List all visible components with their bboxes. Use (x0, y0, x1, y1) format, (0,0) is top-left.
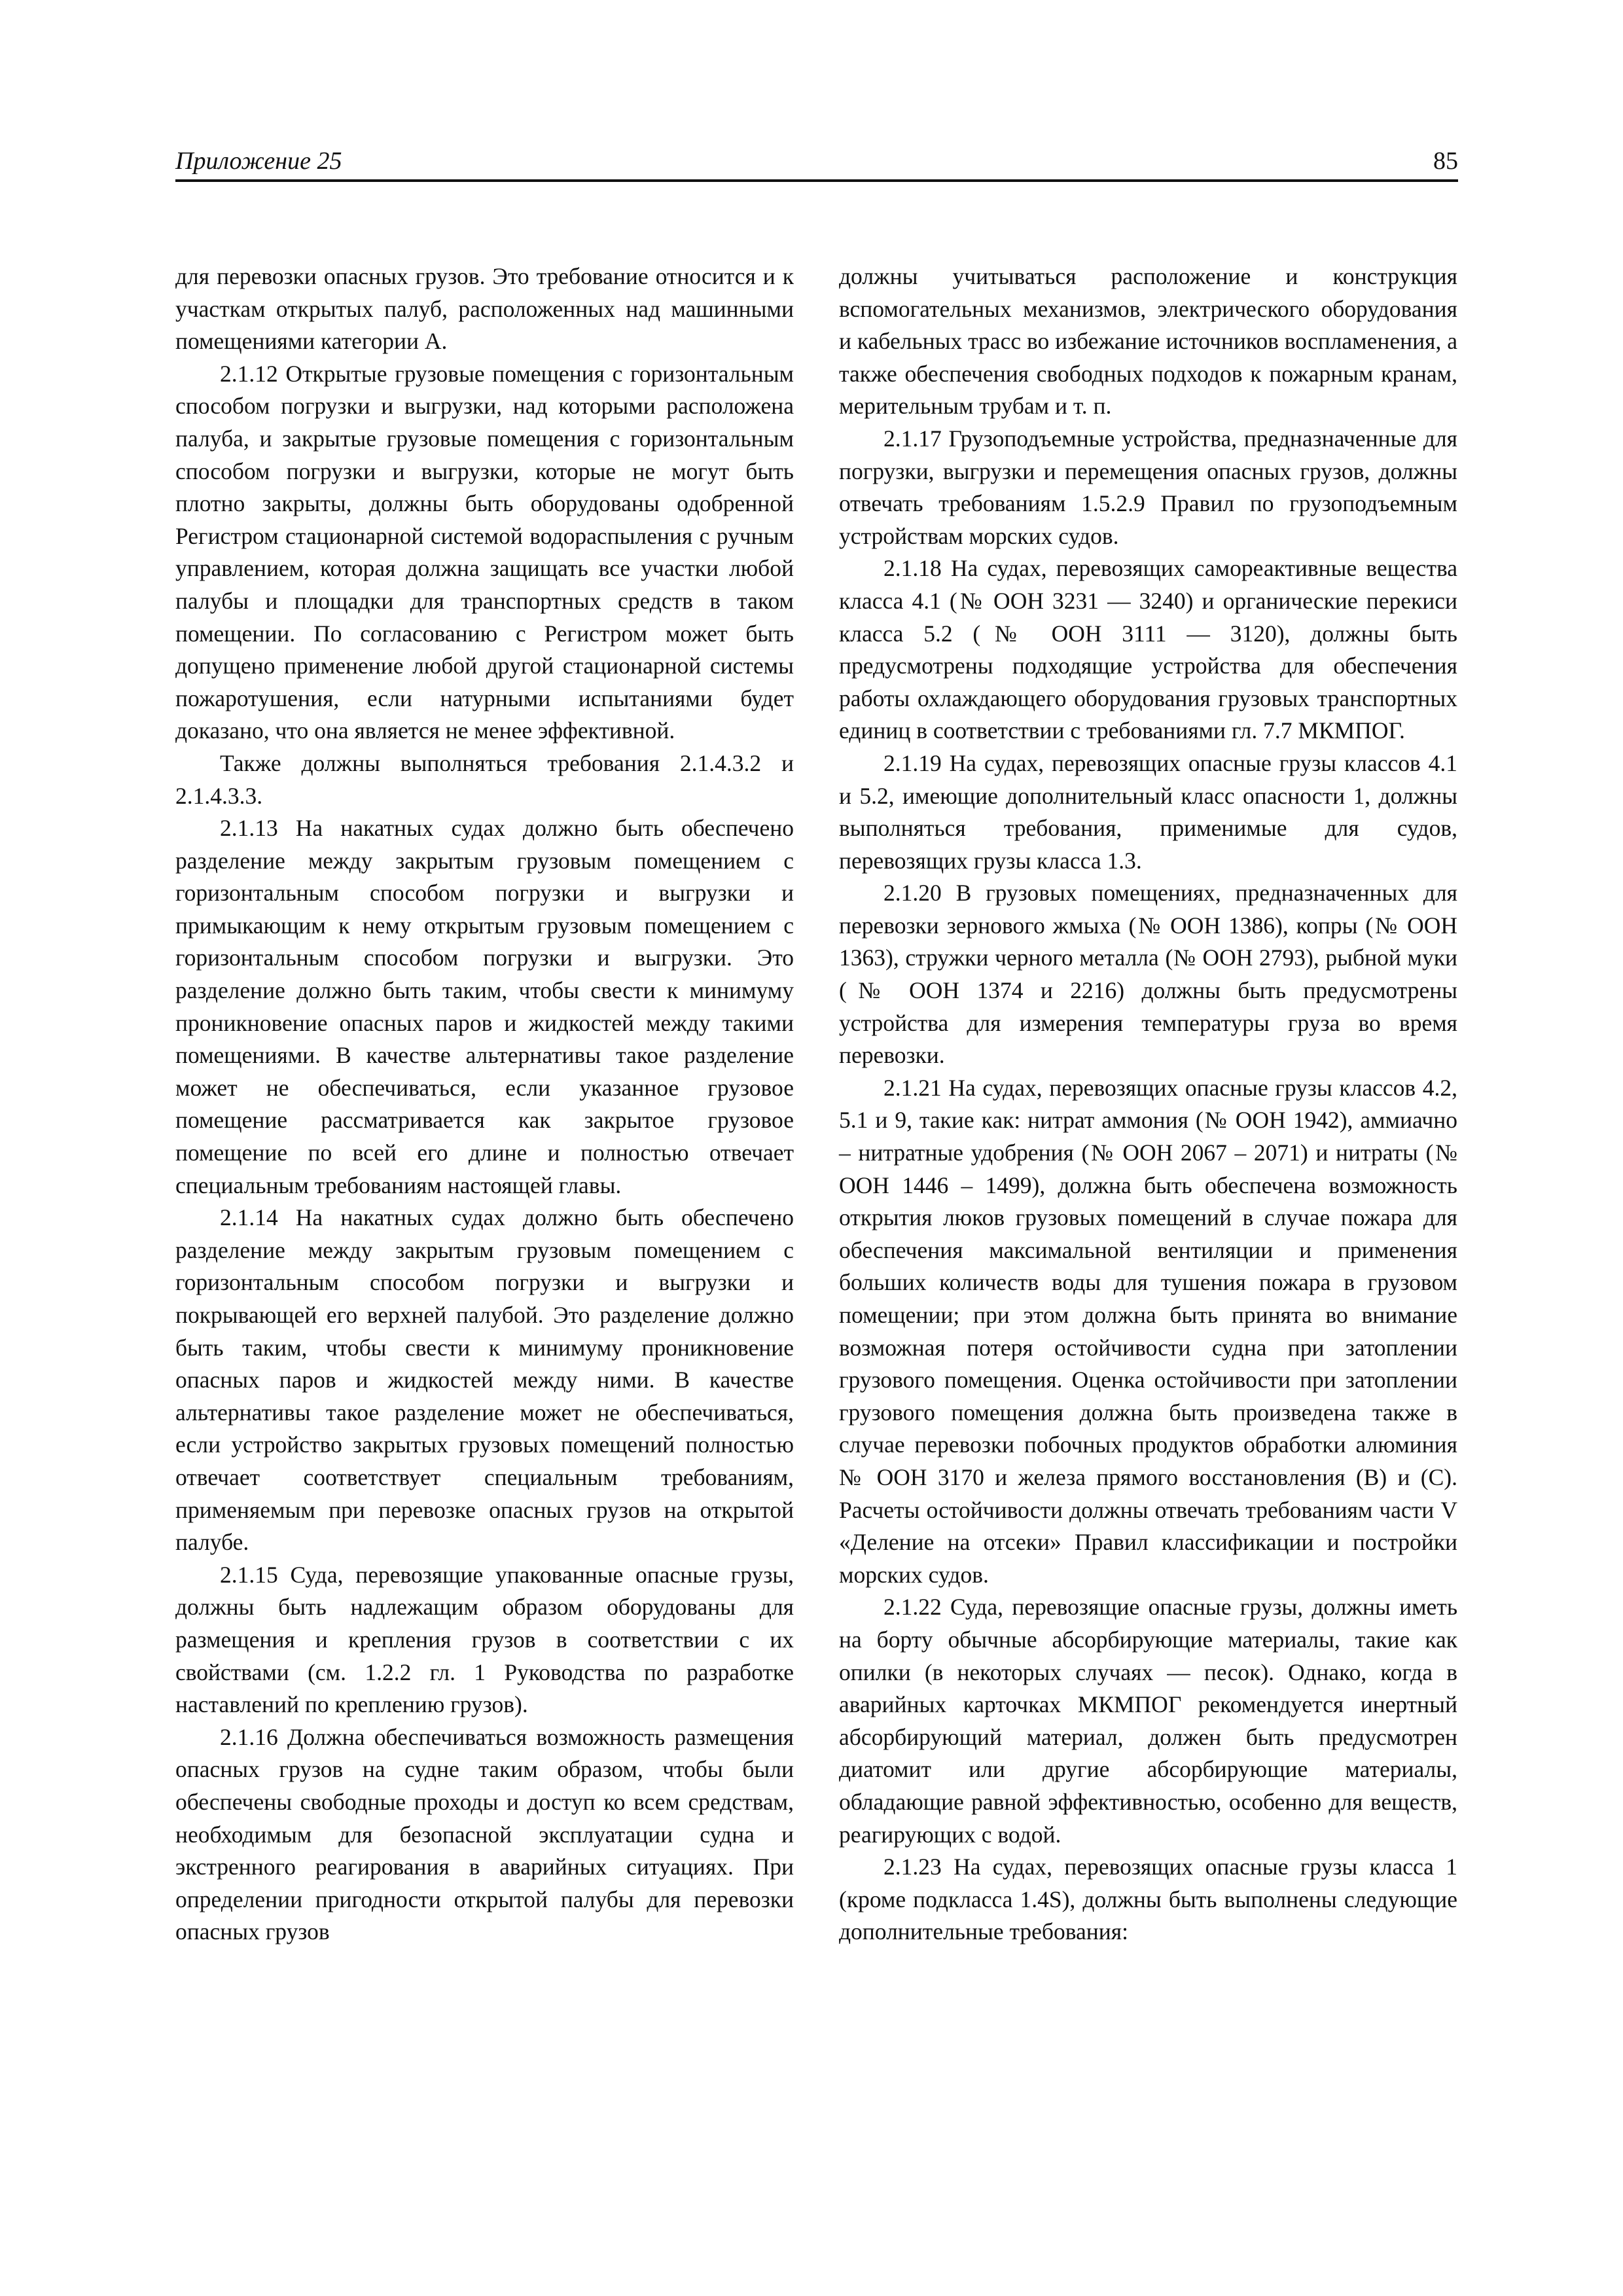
paragraph-text: Должна обеспечиваться возможность размещения опасных грузов на судне таким образом, чтобы были обеспечены свободные проходы и доступ ко всем средствам, необходимым для безопасной эксплуатации судна и экстренного реагирования в аварийных ситуациях. При определении пригодности открытой палубы для перевозки опасных грузов (175, 1723, 794, 1945)
paragraph-text: Суда, перевозящие опасные грузы, должны иметь на борту обычные абсорбирующие материалы, такие как опилки (в некоторых случаях — песок). Однако, когда в аварийных карточках МКМПОГ рекомендуется инертный абсорбирующий материал, должен быть предусмотрен диатомит или другие абсорбирующие материалы, обладающие равной эффективностью, особенно для веществ, реагирующих с водой. (839, 1594, 1458, 1848)
right-column (839, 260, 1457, 1948)
section-number: 2.1.18 (883, 555, 942, 582)
paragraph (175, 747, 794, 812)
section-paragraph (839, 747, 1457, 877)
section-number: 2.1.12 (220, 360, 278, 387)
section-paragraph (175, 1721, 794, 1948)
paragraph-text: Грузоподъемные устройства, предназначенные для погрузки, выгрузки и перемещения опасных грузов, должны отвечать требованиям 1.5.2.9 Правил по грузоподъемным устройствам морских судов. (839, 425, 1457, 549)
section-paragraph (175, 1559, 794, 1721)
section-paragraph (839, 877, 1457, 1072)
section-paragraph (839, 1851, 1457, 1948)
section-paragraph (175, 812, 794, 1202)
paragraph-text: На судах, перевозящих опасные грузы классов 4.2, 5.1 и 9, такие как: нитрат аммония (№ ООН 1942), аммиачно – нитратные удобрения (№ ООН 2067 – 2071) и нитраты (№ ООН 1446 – 1499), должна быть обеспечена возможность открытия люков грузовых помещений в случае пожара для обеспечения максимальной вентиляции и применения больших количеств воды для тушения пожара в грузовом помещении; при этом должна быть принята во внимание возможная потеря остойчивости судна при затоплении грузового помещения. Оценка остойчивости при затоплении грузового помещения должна быть произведена также в случае перевозки побочных продуктов обработки алюминия № ООН 3170 и железа прямого восстановления (В) и (С). Расчеты остойчивости должны отвечать требованиям части V «Деление на отсеки» Правил классификации и постройки морских судов. (839, 1074, 1458, 1588)
section-paragraph (175, 1202, 794, 1559)
section-number: 2.1.14 (220, 1204, 278, 1231)
running-header (175, 145, 1458, 182)
section-number: 2.1.21 (883, 1074, 942, 1101)
section-paragraph (175, 358, 794, 747)
paragraph-text: На судах, перевозящих опасные грузы класса 1 (кроме подкласса 1.4S), должны быть выполнены следующие дополнительные требования: (839, 1854, 1457, 1945)
section-number: 2.1.17 (883, 425, 942, 452)
paragraph-text: Суда, перевозящие упакованные опасные грузы, должны быть надлежащим образом оборудованы для размещения и крепления грузов в соответствии с их свойствами (см. 1.2.2 гл. 1 Руководства по разработке наставлений по креплению грузов). (175, 1561, 794, 1718)
paragraph-text: На судах, перевозящих опасные грузы классов 4.1 и 5.2, имеющие дополнительный класс опасности 1, должны выполняться требования, применимые для судов, перевозящих грузы класса 1.3. (839, 749, 1458, 874)
paragraph (175, 260, 794, 358)
paragraph-text: На накатных судах должно быть обеспечено разделение между закрытым грузовым помещением с горизонтальным способом погрузки и выгрузки и покрывающей его верхней палубой. Это разделение должно быть таким, чтобы свести к минимуму проникновение опасных паров и жидкостей между ними. В качестве альтернативы такое разделение может не обеспечиваться, если устройство закрытых грузовых помещений полностью отвечает соответствует специальным требованиям, применяемым при перевозке опасных грузов на открытой палубе. (175, 1204, 794, 1556)
header-title: Приложение 25 (175, 147, 342, 175)
paragraph-text: должны учитываться расположение и конструкция вспомогательных механизмов, электрического оборудования и кабельных трасс во избежание источников воспламенения, а также обеспечения свободных подходов к пожарным кранам, мерительным трубам и т. п. (839, 263, 1457, 420)
left-column (175, 260, 794, 1948)
section-number: 2.1.22 (883, 1594, 942, 1621)
paragraph-text: Открытые грузовые помещения с горизонтальным способом погрузки и выгрузки, над которыми расположена палуба, и закрытые грузовые помещения с горизонтальным способом погрузки и выгрузки, которые не могут быть плотно закрыты, должны быть оборудованы одобренной Регистром стационарной системой водораспыления с ручным управлением, которая должна защищать все участки любой палубы и площадки для транспортных средств в таком помещении. По согласованию с Регистром может быть допущено применение любой другой стационарной системы пожаротушения, если натурными испытаниями будет доказано, что она является не менее эффективной. (175, 360, 794, 744)
section-number: 2.1.19 (883, 749, 942, 776)
section-paragraph (839, 1591, 1457, 1851)
section-paragraph (839, 1072, 1457, 1592)
paragraph-text: На накатных судах должно быть обеспечено разделение между закрытым грузовым помещением с горизонтальным способом погрузки и выгрузки и примыкающим к нему открытым грузовым помещением с горизонтальным способом погрузки и выгрузки. Это разделение должно быть таким, чтобы свести к минимуму проникновение опасных паров и жидкостей между такими помещениями. В качестве альтернативы такое разделение может не обеспечиваться, если указанное грузовое помещение рассматривается как закрытое грузовое помещение по всей его длине и полностью отвечает специальным требованиям настоящей главы. (175, 815, 794, 1198)
section-number: 2.1.20 (883, 880, 942, 906)
paragraph-text: На судах, перевозящих самореактивные вещества класса 4.1 (№ ООН 3231 — 3240) и органические перекиси класса 5.2 (№ ООН 3111 — 3120), должны быть предусмотрены подходящие устройства для обеспечения работы охлаждающего оборудования грузовых транспортных единиц в соответствии с требованиями гл. 7.7 МКМПОГ. (839, 555, 1458, 744)
section-number: 2.1.23 (883, 1854, 942, 1880)
page-number: 85 (1433, 147, 1458, 175)
paragraph-text: для перевозки опасных грузов. Это требование относится и к участкам открытых палуб, расположенных над машинными помещениями категории А. (175, 263, 794, 355)
section-number: 2.1.13 (220, 815, 278, 842)
paragraph-text: Также должны выполняться требования 2.1.4.3.2 и 2.1.4.3.3. (175, 749, 794, 809)
section-paragraph (839, 423, 1457, 552)
section-paragraph (839, 552, 1457, 747)
section-number: 2.1.15 (220, 1561, 278, 1588)
paragraph-text: В грузовых помещениях, предназначенных для перевозки зернового жмыха (№ ООН 1386), копры (№ ООН 1363), стружки черного металла (№ ООН 2793), рыбной муки (№ ООН 1374 и 2216) должны быть предусмотрены устройства для измерения температуры груза во время перевозки. (839, 880, 1458, 1069)
section-number: 2.1.16 (220, 1723, 278, 1750)
paragraph (839, 260, 1457, 423)
